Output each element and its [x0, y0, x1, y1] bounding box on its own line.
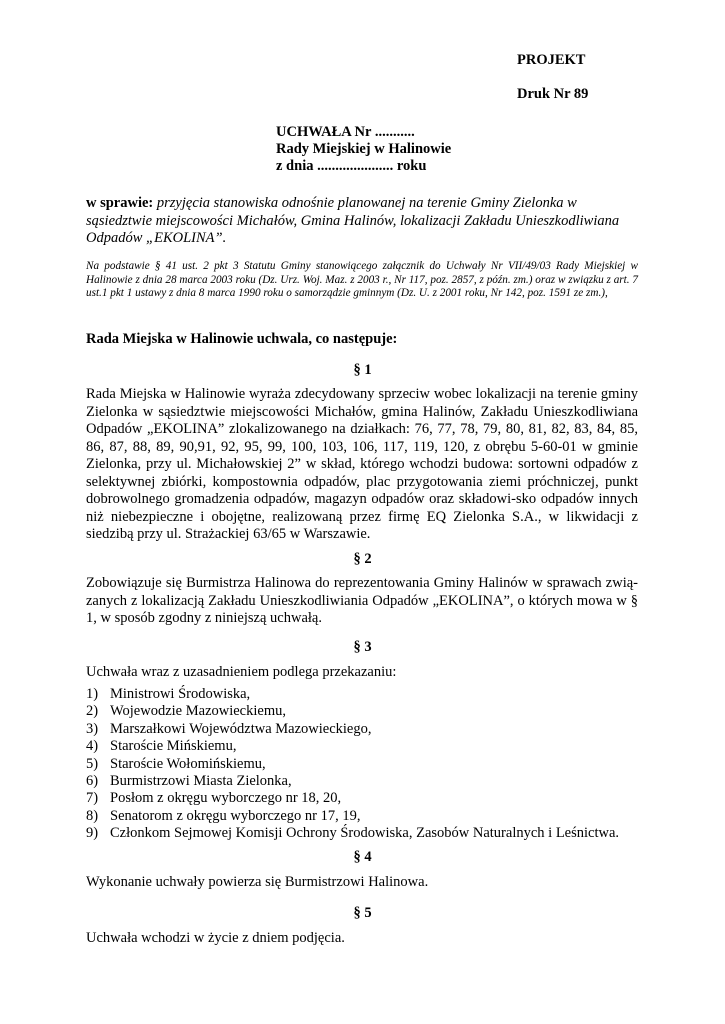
resolution-date: z dnia ..................... roku	[276, 158, 427, 174]
list-item: 7) Posłom z okręgu wyborczego nr 18, 20,	[86, 790, 342, 807]
list-item: 4) Staroście Mińskiemu,	[86, 738, 237, 755]
subject-label: w sprawie:	[86, 195, 154, 211]
section-text-5: Uchwała wchodzi w życie z dniem podjęcia.	[86, 930, 345, 946]
subject-paragraph	[86, 195, 638, 248]
list-item: 9) Członkom Sejmowej Komisji Ochrony Środowiska, Zasobów Naturalnych i Leśnictwa.	[86, 825, 620, 842]
section-heading-1: § 1	[353, 362, 372, 378]
list-item: 5) Staroście Wołomińskiemu,	[86, 755, 266, 772]
council-name: Rady Miejskiej w Halinowie	[276, 141, 452, 157]
list-item: 8) Senatorom z okręgu wyborczego nr 17, 19,	[86, 807, 361, 824]
list-item: 1) Ministrowi Środowiska,	[86, 686, 251, 702]
section-text-4: Wykonanie uchwały powierza się Burmistrzowi Halinowa.	[86, 874, 429, 890]
resolution-header	[276, 124, 451, 175]
section-heading-2: § 2	[353, 551, 372, 567]
section-text-1: Rada Miejska w Halinowie wyraża zdecydowany sprzeciw wobec lokalizacji na terenie gminy Zielonka w sąsiedztwie miejscowości Michałów, gmina Halinów, Zakładu Unieszkodliwiana Odpadów „EKOLINA” zlokalizowanego na działkach: 76, 77, 78, 79, 80, 81, 82, 83, 84, 85, 86, 87, 88, 89, 90,91, 92, 95, 99, 100, 103, 106, 117, 119, 120, z obrębu 5-60-01 w gminie Zielonka, przy ul. Michałowskiej 2” w skład, którego wchodzi budowa: sortowni odpadów z selektywnej zbiórki, kompostownia odpadów, plac przygotowania ziemi próchniczej, punkt dobrowolnego gromadzenia odpadów, magazyn odpadów oraz składowi-sko odpadów innych niż niebezpieczne i obojętne, realizowaną przez firmę EQ Zielonka S.A., w likwidacji z siedzibą przy ul. Strażackiej 63/65 w Warszawie.	[86, 386, 638, 542]
section-heading-5: § 5	[353, 905, 372, 921]
section-heading-3: § 3	[353, 639, 372, 655]
section-heading-4: § 4	[353, 849, 372, 865]
council-resolves: Rada Miejska w Halinowie uchwala, co następuje:	[86, 331, 398, 347]
resolution-number: UCHWAŁA Nr ...........	[276, 124, 415, 140]
section-text-2: Zobowiązuje się Burmistrza Halinowa do reprezentowania Gminy Halinów w sprawach zwią-zanych z lokalizacją Zakładu Unieszkodliwiania Odpadów „EKOLINA”, o których mowa w § 1, w sposób zgodny z niniejszą uchwałą.	[86, 575, 638, 626]
recipients-list	[86, 686, 646, 843]
projekt-label: PROJEKT	[517, 52, 586, 68]
subject-text: przyjęcia stanowiska odnośnie planowanej na terenie Gminy Zielonka w sąsiedztwie miejscowości Michałów, Gmina Halinów, lokalizacji Zakładu Unieszkodliwiana Odpadów „EKOLINA”.	[86, 195, 620, 246]
legal-basis: Na podstawie § 41 ust. 2 pkt 3 Statutu Gminy stanowiącego załącznik do Uchwały Nr VII/49/03 Rady Miejskiej w Halinowie z dnia 28 marca 2003 roku (Dz. Urz. Woj. Maz. z 2003 r., Nr 117, poz. 2857, z późn. zm.) oraz w związku z art. 7 ust.1 pkt 1 ustawy z dnia 8 marca 1990 roku o samorządzie gminnym (Dz. U. z 2001 roku, Nr 142, poz. 1591 ze zm.),	[86, 260, 638, 300]
list-item: 6) Burmistrzowi Miasta Zielonka,	[86, 773, 292, 790]
druk-number: Druk Nr 89	[517, 86, 589, 102]
list-item: 3) Marszałkowi Województwa Mazowieckiego,	[86, 720, 372, 737]
section-text-3: Uchwała wraz z uzasadnieniem podlega przekazaniu:	[86, 664, 397, 680]
list-item: 2) Wojewodzie Mazowieckiemu,	[86, 703, 286, 720]
